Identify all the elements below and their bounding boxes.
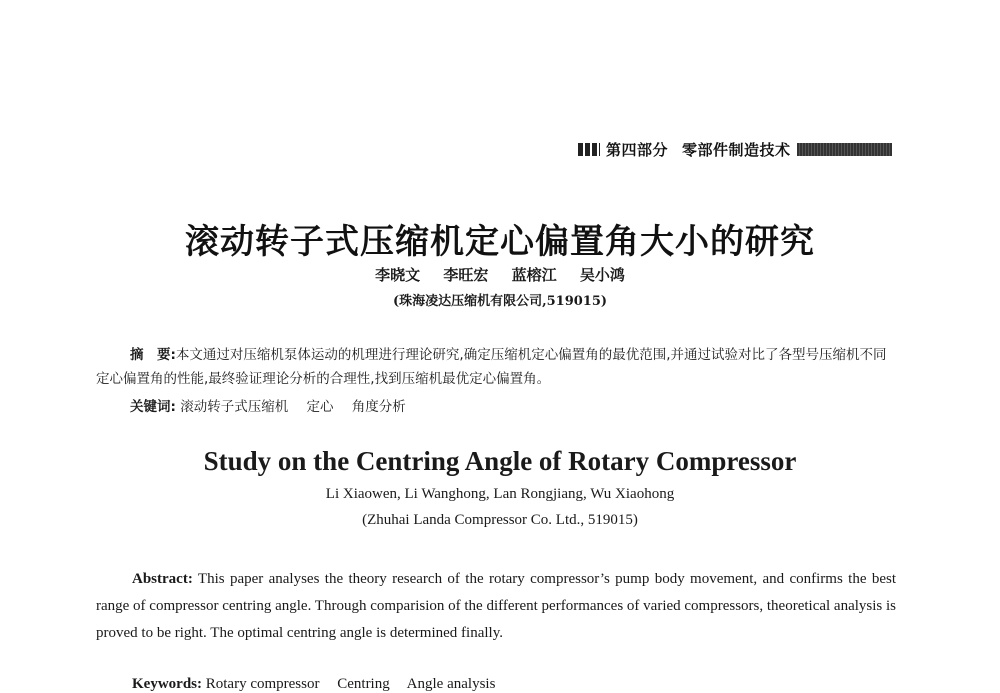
- english-abstract-label: Abstract:: [132, 571, 193, 587]
- chinese-abstract-label: 摘 要:: [130, 347, 176, 363]
- chinese-keyword: 定心: [306, 399, 334, 415]
- header-bar-decoration-right: [797, 143, 892, 156]
- english-keywords: [132, 676, 509, 693]
- chinese-author: 蓝榕江: [511, 266, 557, 284]
- chinese-author: 吴小鸿: [579, 266, 625, 284]
- header-text: [606, 139, 791, 160]
- chinese-authors: [0, 264, 1000, 285]
- english-authors: Li Xiaowen, Li Wanghong, Lan Rongjiang, Wu Xiaohong: [325, 486, 675, 502]
- chinese-keywords: [130, 395, 420, 415]
- chinese-keyword: 角度分析: [351, 399, 406, 415]
- english-abstract-text: This paper analyses the theory research of the rotary compressor’s pump body movement, and confirms the best range of compressor centring angle. Through comparision of the different performances of varied compressors, theoretical analysis is proved to be right. The optimal centring angle is determined finally.: [96, 571, 897, 641]
- chinese-abstract-text: 本文通过对压缩机泵体运动的机理进行理论研究,确定压缩机定心偏置角的最优范围,并通过试验对比了各型号压缩机不同定心偏置角的性能,最终验证理论分析的合理性,找到压缩机最优定心偏置角。: [96, 347, 887, 387]
- english-keywords-label: Keywords:: [132, 676, 202, 692]
- section-header: [578, 138, 892, 160]
- chinese-title: 滚动转子式压缩机定心偏置角大小的研究: [185, 222, 815, 262]
- chinese-keywords-label: 关键词:: [130, 399, 176, 415]
- chinese-keyword: 滚动转子式压缩机: [180, 399, 289, 415]
- chinese-author: 李晓文: [375, 266, 421, 284]
- chinese-abstract: [96, 343, 896, 391]
- english-keyword: Rotary compressor: [205, 676, 320, 692]
- header-topic: 零部件制造技术: [682, 140, 791, 159]
- chinese-affiliation: (珠海凌达压缩机有限公司,519015): [392, 294, 608, 309]
- english-keyword: Centring: [337, 676, 390, 692]
- english-keyword: Angle analysis: [406, 676, 496, 692]
- header-section: 第四部分: [606, 140, 669, 159]
- chinese-author: 李旺宏: [443, 266, 489, 284]
- english-abstract: [96, 566, 896, 647]
- english-title: Study on the Centring Angle of Rotary Compressor: [203, 446, 797, 476]
- english-affiliation: (Zhuhai Landa Compressor Co. Ltd., 519015): [362, 512, 638, 528]
- header-bar-decoration-left: [578, 143, 600, 156]
